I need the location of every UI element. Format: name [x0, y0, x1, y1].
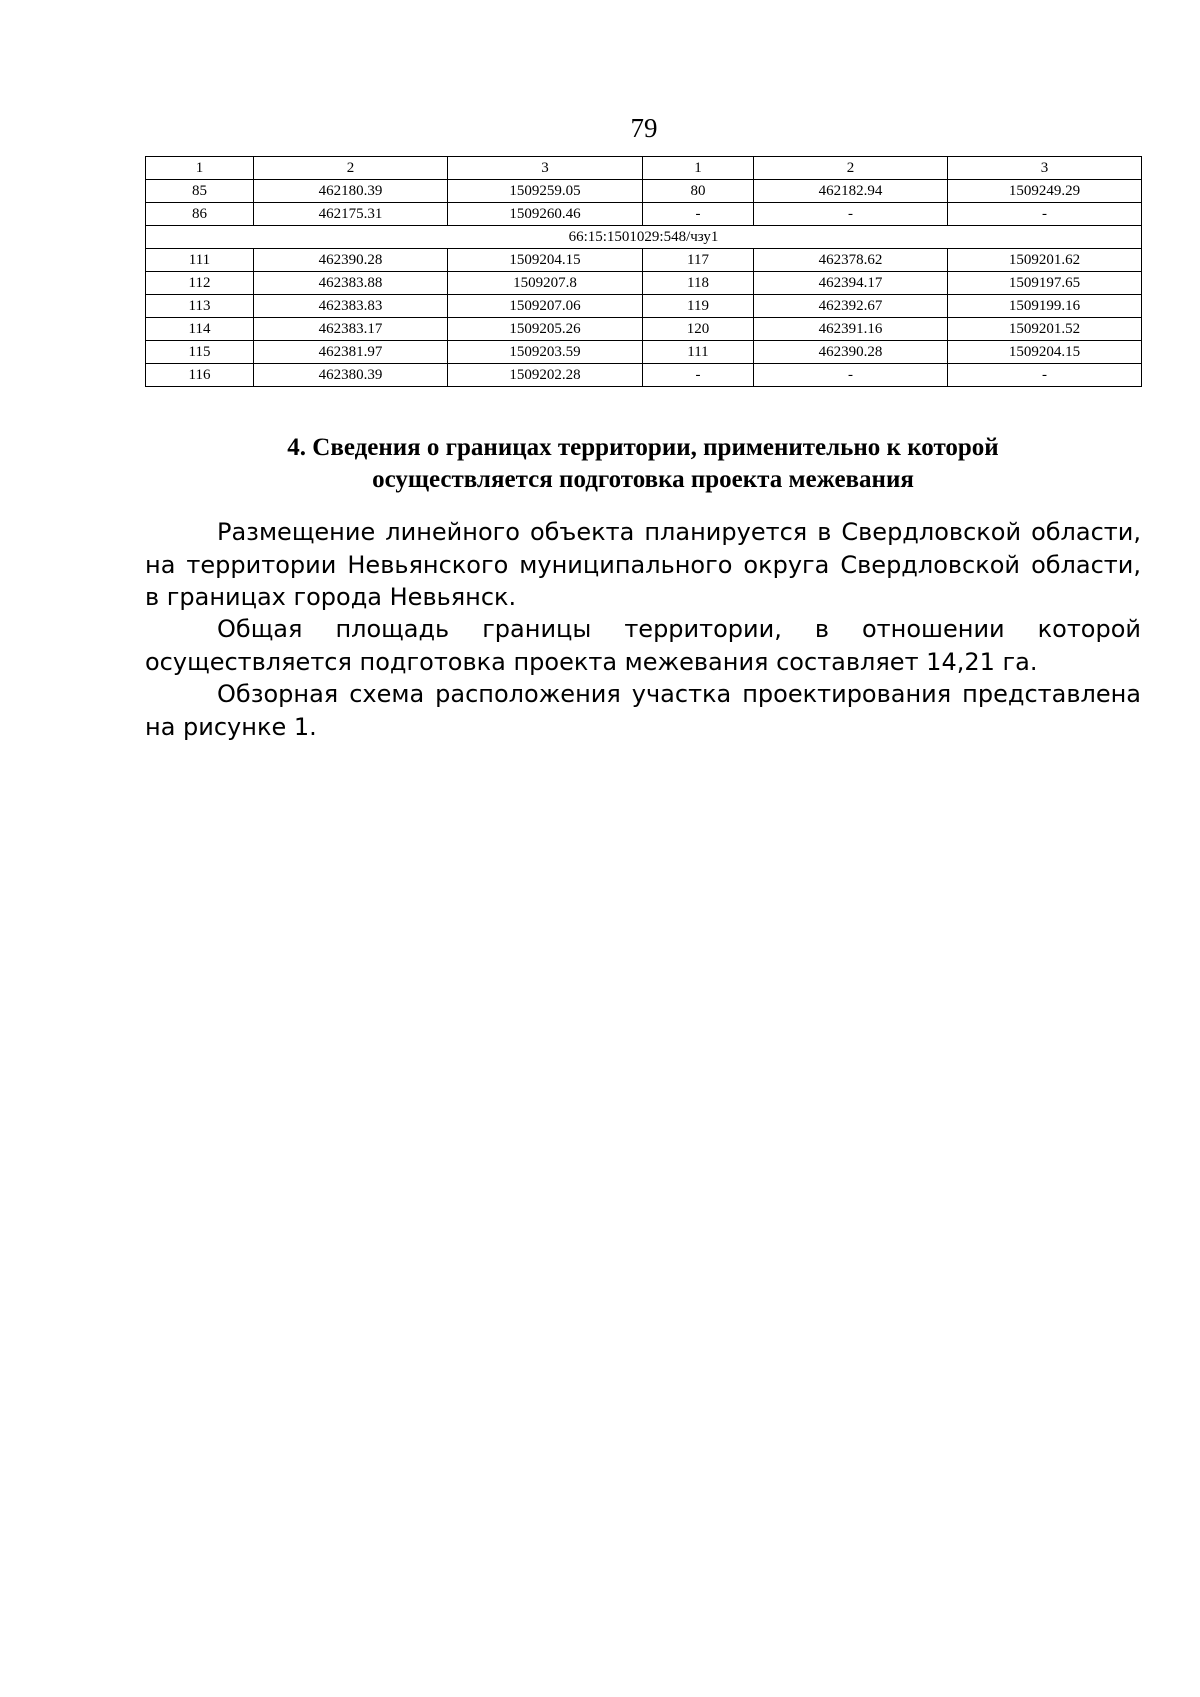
table-cell: 115	[146, 341, 254, 364]
page-number: 79	[630, 113, 658, 143]
table-cell: 462392.67	[754, 295, 948, 318]
table-cell: 462383.88	[254, 272, 448, 295]
table-header-cell: 2	[754, 157, 948, 180]
table-cell: 111	[643, 341, 754, 364]
body-paragraph: Общая площадь границы территории, в отношении которой осуществляется подготовка проекта межевания составляет 14,21 га.	[145, 615, 1141, 676]
table-cell: 462175.31	[254, 203, 448, 226]
table-cell: 1509259.05	[448, 180, 643, 203]
table-header-row	[146, 157, 1142, 180]
table-cell: 1509207.06	[448, 295, 643, 318]
table-cell: -	[948, 203, 1142, 226]
table-cell: 462383.83	[254, 295, 448, 318]
table-cell: 1509260.46	[448, 203, 643, 226]
table-row	[146, 364, 1142, 387]
table-section-label: 66:15:1501029:548/чзу1	[146, 226, 1142, 249]
table-cell: 1509203.59	[448, 341, 643, 364]
table-cell: 1509204.15	[948, 341, 1142, 364]
table-cell: 462180.39	[254, 180, 448, 203]
table-cell: 120	[643, 318, 754, 341]
table-cell: 1509205.26	[448, 318, 643, 341]
table-row	[146, 180, 1142, 203]
table-cell: 1509249.29	[948, 180, 1142, 203]
body-paragraph: Размещение линейного объекта планируется в Свердловской области, на территории Невьянского муниципального округа Свердловской области, в границах города Невьянск.	[145, 518, 1141, 611]
table-row	[146, 295, 1142, 318]
body-paragraph: Обзорная схема расположения участка проектирования представлена на рисунке 1.	[145, 680, 1141, 741]
section-heading	[145, 432, 1141, 496]
table-cell: 1509197.65	[948, 272, 1142, 295]
table-cell: 462378.62	[754, 249, 948, 272]
table-cell: 462381.97	[254, 341, 448, 364]
table-section-row	[146, 226, 1142, 249]
table-cell: -	[643, 203, 754, 226]
table-cell: 462390.28	[254, 249, 448, 272]
table-cell: 462394.17	[754, 272, 948, 295]
table-header-cell: 3	[448, 157, 643, 180]
table-row	[146, 203, 1142, 226]
table-cell: 119	[643, 295, 754, 318]
table-cell: 118	[643, 272, 754, 295]
table-cell: 117	[643, 249, 754, 272]
table-row	[146, 272, 1142, 295]
table-cell: 1509204.15	[448, 249, 643, 272]
table-cell: 85	[146, 180, 254, 203]
table-cell: -	[643, 364, 754, 387]
table-cell: 462380.39	[254, 364, 448, 387]
table-cell: 1509201.52	[948, 318, 1142, 341]
table-cell: 111	[146, 249, 254, 272]
table-cell: 112	[146, 272, 254, 295]
section-heading-line: осуществляется подготовка проекта межевания	[372, 466, 914, 493]
table-row	[146, 249, 1142, 272]
table-cell: -	[754, 203, 948, 226]
table-row	[146, 341, 1142, 364]
coordinates-table	[145, 156, 1142, 387]
table-cell: 1509199.16	[948, 295, 1142, 318]
section-heading-line: 4. Сведения о границах территории, применительно к которой	[287, 434, 999, 461]
table-cell: 462182.94	[754, 180, 948, 203]
table-cell: 1509207.8	[448, 272, 643, 295]
table-cell: 80	[643, 180, 754, 203]
table-cell: -	[754, 364, 948, 387]
table-header-cell: 2	[254, 157, 448, 180]
table-cell: -	[948, 364, 1142, 387]
table-row	[146, 318, 1142, 341]
table-cell: 462390.28	[754, 341, 948, 364]
table-header-cell: 1	[146, 157, 254, 180]
table-cell: 462383.17	[254, 318, 448, 341]
table-cell: 1509202.28	[448, 364, 643, 387]
table-cell: 113	[146, 295, 254, 318]
table-cell: 462391.16	[754, 318, 948, 341]
table-header-cell: 1	[643, 157, 754, 180]
table-cell: 86	[146, 203, 254, 226]
table-header-cell: 3	[948, 157, 1142, 180]
table-cell: 116	[146, 364, 254, 387]
table-cell: 1509201.62	[948, 249, 1142, 272]
table-cell: 114	[146, 318, 254, 341]
